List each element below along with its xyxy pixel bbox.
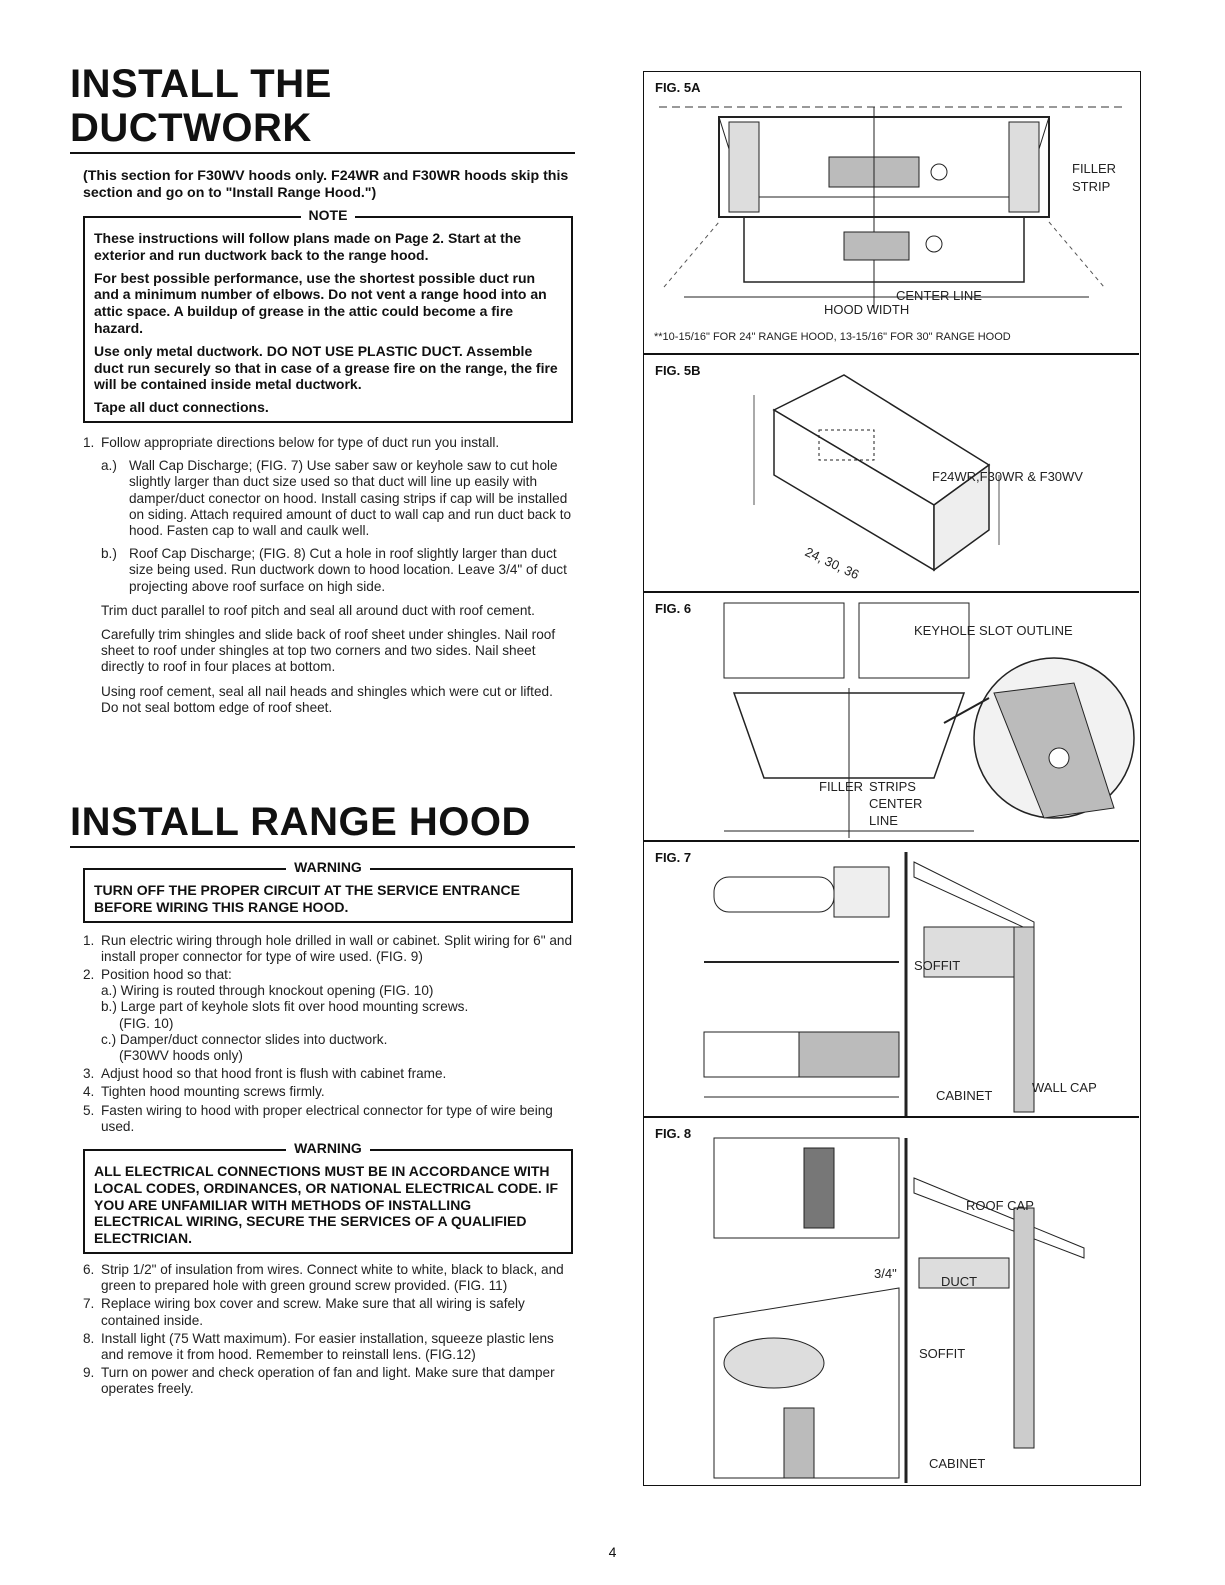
note-paragraph: For best possible performance, use the shortest possible duct run and a minimum number of elbows. Do not vent a range hood into an attic space. A buildup of grease in the attic could become a fire hazard. xyxy=(94,269,547,336)
step-item: 5. Fasten wiring to hood with proper electrical connector for type of wire being used. xyxy=(83,1102,553,1134)
strips-label: STRIPS xyxy=(869,779,916,794)
step-item: b.) Roof Cap Discharge; (FIG. 8) Cut a hole in roof slightly larger than duct size being used. Run ductwork down to hood location. Leave 3/4" of duct projecting above roof surface on high side. xyxy=(101,546,567,594)
note-paragraph: Use only metal ductwork. DO NOT USE PLASTIC DUCT. Assemble duct run securely so that in case of a grease fire on the range, the fire will be contained inside metal ductwork. xyxy=(94,342,558,393)
line-label: LINE xyxy=(869,813,898,828)
fig-label: FIG. 7 xyxy=(655,850,692,865)
fig-label: FIG. 5B xyxy=(655,363,701,378)
rangehood-title: INSTALL RANGE HOOD xyxy=(70,800,575,848)
cabinet-label: CABINET xyxy=(929,1456,986,1471)
step-item: 4. Tighten hood mounting screws firmly. xyxy=(83,1084,325,1100)
warning-box xyxy=(83,859,573,923)
paragraph: Carefully trim shingles and slide back of roof sheet under shingles. Nail roof sheet to roof under shingles at top two corners and two sides. Nail sheet directly to roof in four places at bottom. xyxy=(101,627,556,675)
wall-cap-diagram xyxy=(644,842,1139,1118)
note-box xyxy=(83,207,573,423)
ductwork-title: INSTALL THE DUCTWORK xyxy=(70,62,575,154)
warning-heading: WARNING xyxy=(286,859,370,875)
step-item: 7. Replace wiring box cover and screw. Make sure that all wiring is safely contained inside. xyxy=(83,1296,525,1328)
figure-column xyxy=(643,71,1141,1486)
duct-label: DUCT xyxy=(941,1274,978,1289)
soffit-label: SOFFIT xyxy=(919,1346,966,1361)
figure-5b xyxy=(644,355,1139,593)
step-item: a.) Wall Cap Discharge; (FIG. 7) Use saber saw or keyhole saw to cut hole slightly larger than duct size used so that duct will line up easily with damper/duct conector on hood. Install casing strips if cap will be installed on siding. Attach required amount of duct to wall cap and run duct back to hood. Fasten cap to wall and caulk well. xyxy=(101,458,572,538)
keyhole-diagram xyxy=(644,593,1139,842)
fig-label: FIG. 8 xyxy=(655,1126,692,1141)
cabinet-label: CABINET xyxy=(936,1088,993,1103)
step-subitem: c.) Damper/duct connector slides into ductwork. xyxy=(101,1031,388,1047)
step-subitem: (FIG. 10) xyxy=(119,1015,174,1031)
step-item: 1. Follow appropriate directions below for type of duct run you install. xyxy=(83,434,500,450)
hood-width-label: HOOD WIDTH xyxy=(824,302,910,317)
soffit-label: SOFFIT xyxy=(914,958,961,973)
note-paragraph: These instructions will follow plans made on Page 2. Start at the exterior and run ductwork back to the range hood. xyxy=(94,230,522,263)
filler-strips-label: FILLER xyxy=(819,779,864,794)
size-note: **10-15/16" FOR 24" RANGE HOOD, 13-15/16" FOR 30" RANGE HOOD xyxy=(654,331,1011,343)
rangehood-steps xyxy=(83,933,573,1135)
width-options: 24, 30, 36 xyxy=(802,544,862,583)
warning-text: TURN OFF THE PROPER CIRCUIT AT THE SERVICE ENTRANCE BEFORE WIRING THIS RANGE HOOD. xyxy=(94,882,520,915)
figure-8 xyxy=(644,1118,1139,1487)
paragraph: Trim duct parallel to roof pitch and seal all around duct with roof cement. xyxy=(101,602,535,618)
fig-label: FIG. 5A xyxy=(655,80,701,95)
warning-text: ALL ELECTRICAL CONNECTIONS MUST BE IN ACCORDANCE WITH LOCAL CODES, ORDINANCES, OR NATIONAL ELECTRICAL CODE. IF YOU ARE UNFAMILIAR WITH METHODS OF INSTALLING ELECTRICAL WIRING, SECURE THE SERVICES OF A QUALIFIED ELECTRICIAN. xyxy=(94,1163,559,1247)
figure-7 xyxy=(644,842,1139,1118)
hood-dimension-diagram xyxy=(644,355,1139,593)
page-number: 4 xyxy=(608,1544,617,1560)
wall-cap-label: WALL CAP xyxy=(1032,1080,1097,1095)
keyhole-label: KEYHOLE SLOT OUTLINE xyxy=(914,623,1073,638)
hood-front-diagram xyxy=(644,72,1139,355)
fig-label: FIG. 6 xyxy=(655,601,692,616)
figure-5a xyxy=(644,72,1139,355)
strip-label: STRIP xyxy=(1072,179,1111,194)
step-item: 2. Position hood so that: xyxy=(83,967,232,983)
roof-cap-diagram xyxy=(644,1118,1139,1487)
warning-heading: WARNING xyxy=(286,1140,370,1156)
left-column xyxy=(70,62,575,1398)
step-item: 9. Turn on power and check operation of fan and light. Make sure that damper operates freely. xyxy=(83,1365,555,1397)
step-item: 3. Adjust hood so that hood front is flush with cabinet frame. xyxy=(83,1066,447,1082)
note-paragraph: Tape all duct connections. xyxy=(94,399,269,416)
roof-cap-label: ROOF CAP xyxy=(966,1198,1034,1213)
paragraph: Using roof cement, seal all nail heads and shingles which were cut or lifted. Do not seal bottom edge of roof sheet. xyxy=(101,683,553,715)
step-subitem: (F30WV hoods only) xyxy=(119,1048,243,1064)
step-subitem: b.) Large part of keyhole slots fit over hood mounting screws. xyxy=(101,999,469,1015)
filler-label: FILLER xyxy=(1072,161,1117,176)
ductwork-steps xyxy=(83,435,573,716)
center-line-label: CENTER LINE xyxy=(896,288,982,303)
step-item: 1. Run electric wiring through hole drilled in wall or cabinet. Split wiring for 6" and install proper connector for type of wire used. (FIG. 9) xyxy=(83,932,573,964)
warning-box xyxy=(83,1140,573,1254)
rangehood-steps-cont xyxy=(83,1262,573,1398)
step-item: 6. Strip 1/2" of insulation from wires. Connect white to white, black to black, and green to prepared hole with green ground screw provided. (FIG. 11) xyxy=(83,1262,564,1294)
models-label: F24WR,F30WR & F30WV xyxy=(932,469,1083,484)
dim-label: 3/4" xyxy=(874,1266,897,1281)
step-subitem: a.) Wiring is routed through knockout opening (FIG. 10) xyxy=(101,983,434,999)
note-heading: NOTE xyxy=(301,207,356,223)
figure-6 xyxy=(644,593,1139,842)
center-label: CENTER xyxy=(869,796,923,811)
step-item: 8. Install light (75 Watt maximum). For easier installation, squeeze plastic lens and remove it from hood. Remember to reinstall lens. (FIG.12) xyxy=(83,1330,554,1363)
ductwork-intro: (This section for F30WV hoods only. F24WR and F30WR hoods skip this section and go on to "Install Range Hood.") xyxy=(83,168,569,201)
